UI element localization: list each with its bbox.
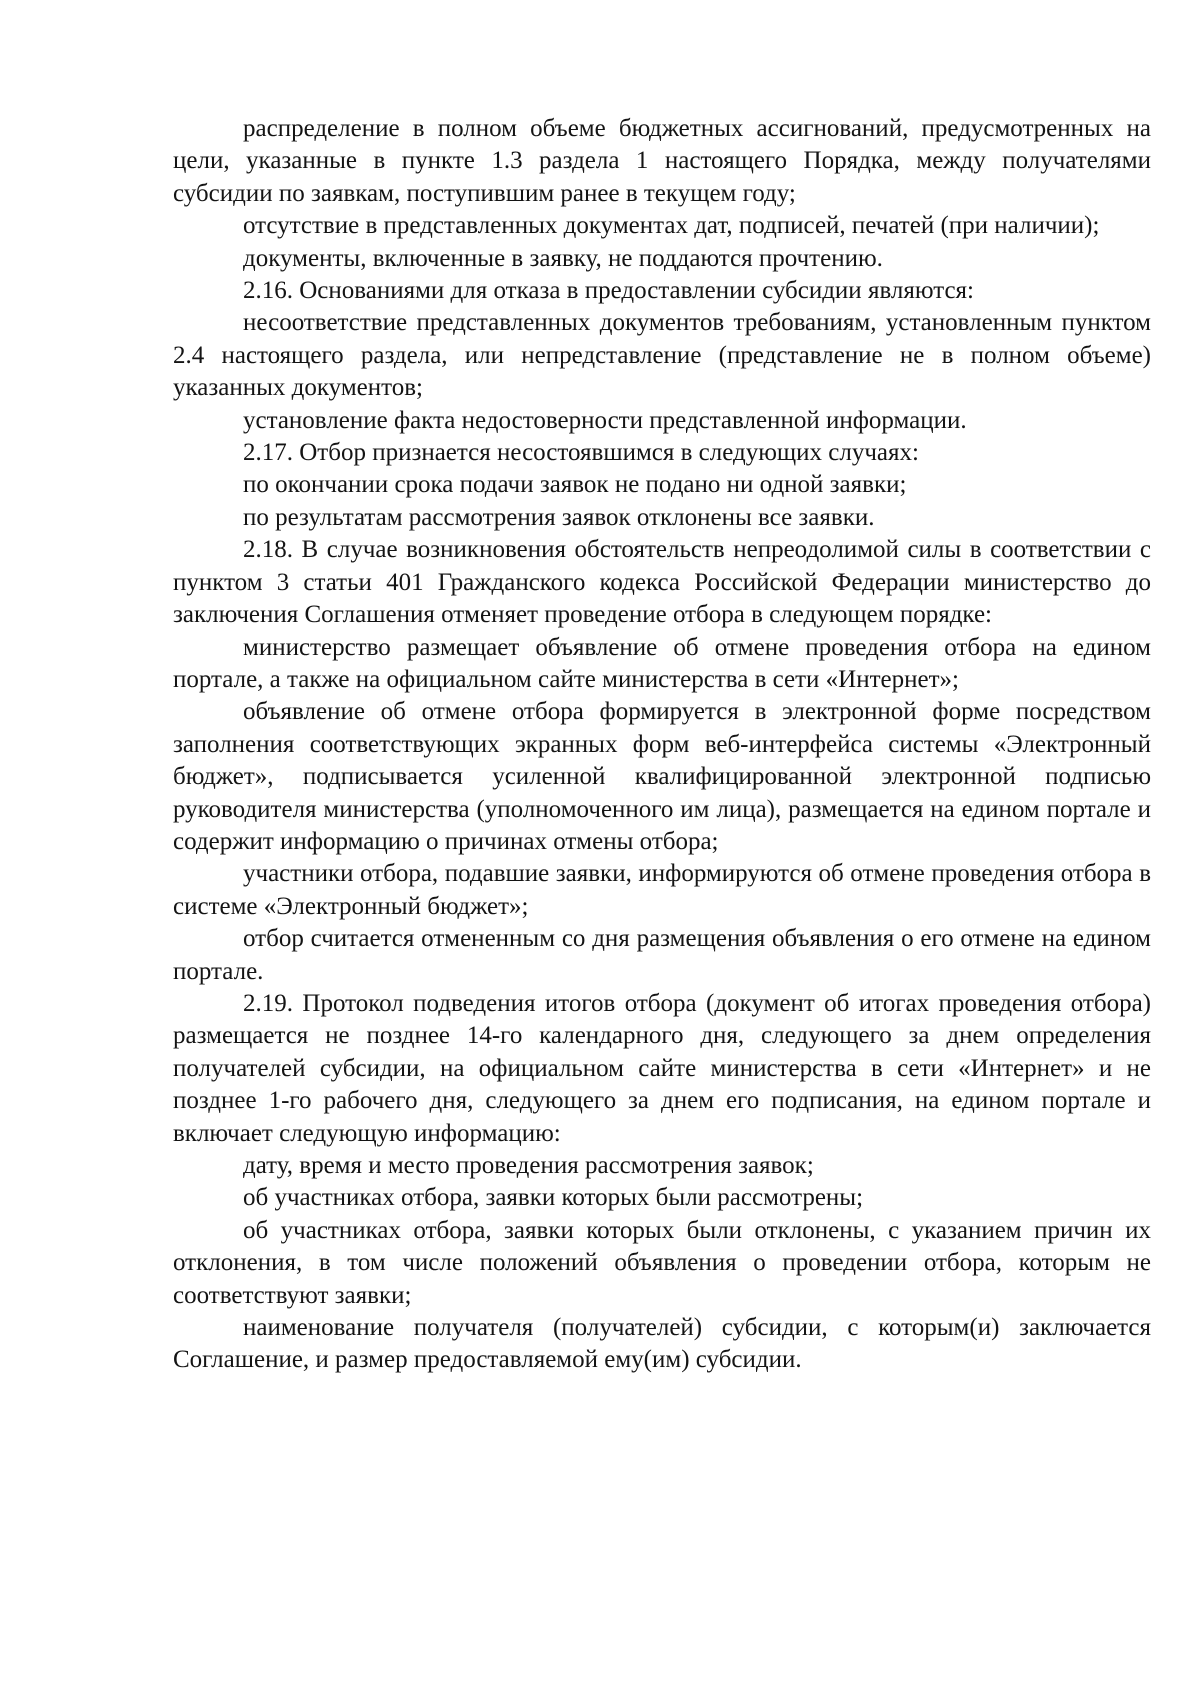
paragraph: об участниках отбора, заявки которых были рассмотрены; <box>243 1184 864 1212</box>
paragraph: об участниках отбора, заявки которых были отклонены, с указанием причин их отклонения, в том числе положений объявления о проведении отбора, которым не соответствуют заявки; <box>173 1216 1151 1309</box>
paragraph: по окончании срока подачи заявок не подано ни одной заявки; <box>243 471 907 499</box>
paragraph: отбор считается отмененным со дня размещения объявления о его отмене на едином портале. <box>173 925 1151 985</box>
paragraph: установление факта недостоверности представленной информации. <box>243 406 967 434</box>
section-2-16-heading: 2.16. Основаниями для отказа в предоставлении субсидии являются: <box>243 277 975 305</box>
section-2-18-paragraph: 2.18. В случае возникновения обстоятельств непреодолимой силы в соответствии с пунктом 3 статьи 401 Гражданского кодекса Российской Федерации министерство до заключения Соглашения отменяет проведение отбора в следующем порядке: <box>173 536 1151 629</box>
paragraph: участники отбора, подавшие заявки, информируются об отмене проведения отбора в системе «Электронный бюджет»; <box>173 860 1151 920</box>
paragraph: министерство размещает объявление об отмене проведения отбора на едином портале, а также на официальном сайте министерства в сети «Интернет»; <box>173 633 1151 693</box>
paragraph: объявление об отмене отбора формируется в электронной форме посредством заполнения соответствующих экранных форм веб-интерфейса системы «Электронный бюджет», подписывается усиленной квалифицированной электронной подписью руководителя министерства (уполномоченного им лица), размещается на едином портале и содержит информацию о причинах отмены отбора; <box>173 698 1151 855</box>
paragraph: документы, включенные в заявку, не поддаются прочтению. <box>243 244 883 272</box>
paragraph: по результатам рассмотрения заявок отклонены все заявки. <box>243 503 875 531</box>
document-body <box>173 113 1151 1377</box>
section-2-17-heading: 2.17. Отбор признается несостоявшимся в следующих случаях: <box>243 439 919 467</box>
paragraph: отсутствие в представленных документах дат, подписей, печатей (при наличии); <box>243 212 1100 240</box>
paragraph: несоответствие представленных документов требованиям, установленным пунктом 2.4 настоящего раздела, или непредставление (представление не в полном объеме) указанных документов; <box>173 309 1151 402</box>
section-2-19-paragraph: 2.19. Протокол подведения итогов отбора (документ об итогах проведения отбора) размещается не позднее 14-го календарного дня, следующего за днем определения получателей субсидии, на официальном сайте министерства в сети «Интернет» и не позднее 1-го рабочего дня, следующего за днем его подписания, на едином портале и включает следующую информацию: <box>173 989 1151 1147</box>
paragraph: наименование получателя (получателей) субсидии, с которым(и) заключается Соглашение, и размер предоставляемой ему(им) субсидии. <box>173 1314 1151 1374</box>
paragraph: дату, время и место проведения рассмотрения заявок; <box>243 1152 814 1179</box>
paragraph: распределение в полном объеме бюджетных ассигнований, предусмотренных на цели, указанные в пункте 1.3 раздела 1 настоящего Порядка, между получателями субсидии по заявкам, поступившим ранее в текущем году; <box>173 115 1151 207</box>
